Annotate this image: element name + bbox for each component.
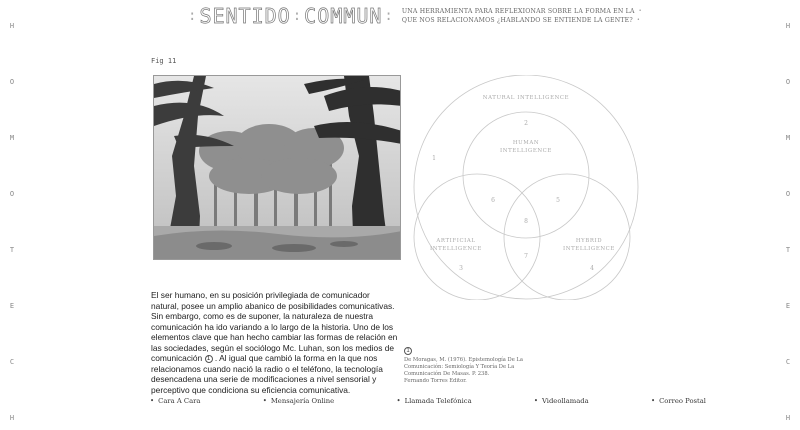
logo-separator: : [292,8,303,24]
side-letter: T [785,246,791,254]
footnote [404,347,523,385]
tagline-dot: • [636,17,641,23]
footnote-line: Comunicación: Semiología Y Teoría De La [404,364,515,370]
footnote-line: Fernando Torres Editor. [404,378,467,384]
nav-item-label: Llamada Telefónica [404,397,472,405]
outer-circle [414,75,638,299]
logo-word-sentido: SENTIDO [199,4,291,28]
nav-item-mensajeria-online[interactable] [263,397,335,405]
footnote-marker: 1 [404,347,412,355]
side-letter: M [785,134,791,142]
logo-separator: : [384,8,394,24]
right-side-letters [782,22,794,422]
forest-photo-drawing [154,76,401,260]
citation-marker[interactable]: 1 [205,355,213,363]
side-letter: O [9,78,15,86]
nav-bullet: • [262,397,267,405]
body-paragraph [151,290,398,395]
header [186,4,642,28]
right-circle-label: INTELLIGENCE [563,246,615,252]
nav-bullet: • [650,397,656,405]
region-number: 7 [524,253,528,260]
side-letter: C [9,358,15,366]
side-letter: C [785,358,791,366]
left-circle-label: INTELLIGENCE [430,246,482,252]
side-letter: H [785,22,791,30]
side-letter: H [9,22,15,30]
nav-bullet: • [396,397,401,405]
body-text-part-1: El ser humano, en su posición privilegiada de comunicador natural, posee un amplio abanico de posibilidades comunicativas. Sin embargo, como es de suponer, la naturaleza de nuestra comunicación ha ido variando a lo largo de la historia. Uno de los elementos clave que han hecho cambiar las formas de relación en las sociedades, según el sociólogo Mc. Luhan, son los medios de comunicación [151,290,398,363]
tagline-line-1: UNA HERRAMIENTA PARA REFLEXIONAR SOBRE LA FORMA EN LA [401,8,635,15]
side-letter: O [9,190,15,198]
side-letter: E [9,302,15,310]
side-letter: O [785,190,791,198]
footnote-line: Comunicación De Masas. P. 238. [404,371,490,377]
nav-item-label: Mensajería Online [270,397,335,405]
right-circle-label: HYBRID [575,238,603,244]
region-number: 4 [590,265,594,272]
region-number: 1 [432,155,436,162]
nav-item-label: Cara A Cara [158,397,201,405]
nav-bullet: • [150,397,155,405]
side-letter: M [9,134,15,142]
outer-circle-label: NATURAL INTELLIGENCE [482,95,570,101]
region-number: 2 [524,120,528,127]
region-number: 6 [491,197,495,204]
nav-item-cara-a-cara[interactable] [150,397,200,405]
tagline-dot: • [638,8,642,14]
side-letter: H [9,414,15,422]
side-letter: O [785,78,791,86]
tagline [402,7,642,25]
top-circle-label: INTELLIGENCE [500,148,552,154]
nav-item-videollamada[interactable] [534,397,589,405]
nav-item-label: Correo Postal [659,397,706,405]
region-number: 3 [459,265,463,272]
side-letter: E [785,302,791,310]
top-circle-label: HUMAN [512,140,540,146]
nav-bullet: • [533,397,538,405]
nav-item-label: Videollamada [541,397,589,405]
side-letter: H [785,414,791,422]
tagline-line-2: QUE NOS RELACIONAMOS ¿HABLANDO SE ENTIENDE LA GENTE? [401,17,633,24]
logo-separator: : [188,8,198,24]
region-number: 5 [556,197,560,204]
side-letter: T [9,246,15,254]
nav-item-llamada-telefonica[interactable] [396,397,471,405]
left-side-letters [6,22,18,422]
logo-word-commun: COMMUN [304,4,383,28]
body-text-part-2: . Al igual que cambió la forma en la que nos relacionamos cuando nació la radio o el teléfono, la tecnología desencadena una serie de modificaciones a nivel sensorial y perceptivo que condiciona su eficiencia comunicativa. [151,353,383,395]
figure-label: Fig 11 [151,57,177,65]
region-number: 8 [524,218,528,225]
forest-photo [153,75,401,260]
left-circle [414,174,540,300]
communication-nav [150,397,706,405]
footnote-line: De Moragas, M. (1976). Epistemología De La [404,357,523,363]
nav-item-correo-postal[interactable] [651,397,706,405]
intelligence-venn-diagram [398,75,668,300]
logo[interactable] [186,4,396,28]
right-circle [504,174,630,300]
left-circle-label: ARTIFICIAL [436,238,476,244]
